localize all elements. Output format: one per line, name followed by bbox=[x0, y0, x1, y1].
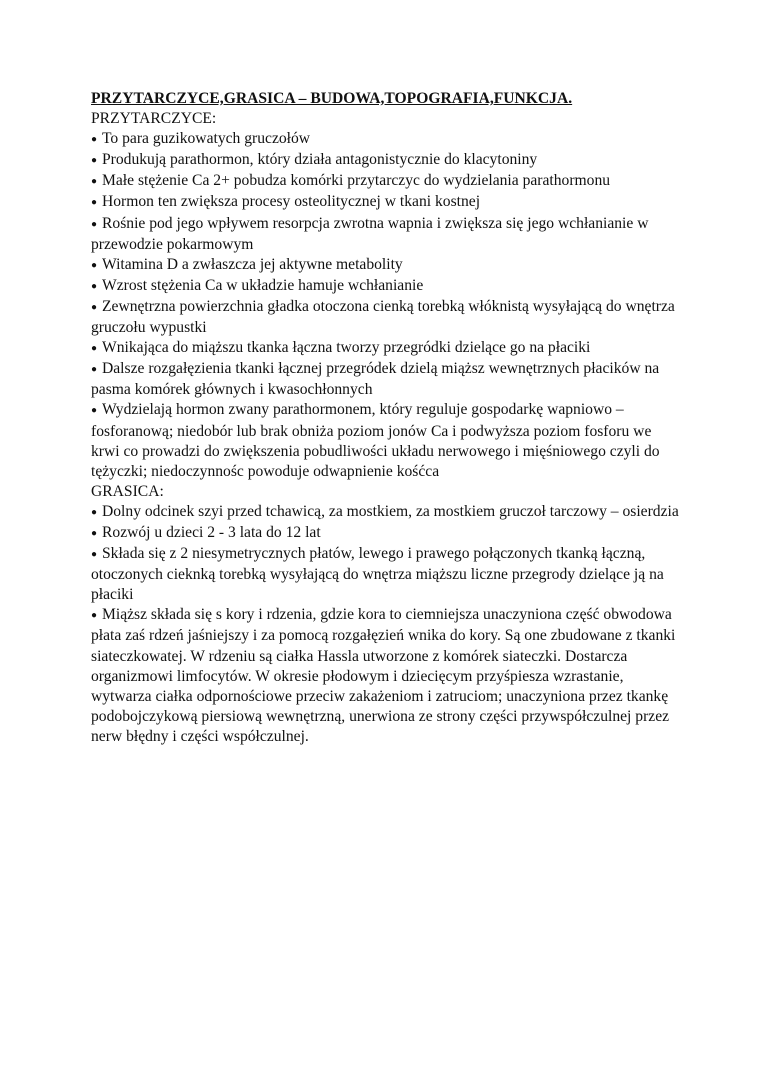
list-item bbox=[91, 255, 681, 276]
list-item bbox=[91, 544, 681, 605]
document-page bbox=[91, 89, 681, 747]
list-item bbox=[91, 523, 681, 544]
document-title: PRZYTARCZYCE,GRASICA – BUDOWA,TOPOGRAFIA,FUNKCJA. bbox=[91, 90, 573, 107]
bullet-icon: ● bbox=[91, 527, 98, 539]
list-item-text: Wzrost stężenia Ca w układzie hamuje wchłanianie bbox=[102, 276, 424, 294]
bullet-icon: ● bbox=[91, 280, 98, 292]
bullet-icon: ● bbox=[91, 176, 98, 188]
list-item-text: Produkują parathormon, który działa antagonistycznie do klacytoniny bbox=[102, 151, 538, 169]
list-item-text: Małe stężenie Ca 2+ pobudza komórki przytarczyc do wydzielania parathormonu bbox=[102, 172, 611, 190]
bullet-icon: ● bbox=[91, 259, 98, 271]
bullet-icon: ● bbox=[91, 405, 98, 417]
list-item bbox=[91, 150, 681, 171]
list-item-text: Zewnętrzna powierzchnia gładka otoczona cienką torebką włóknistą wysyłającą do wnętrza gruczołu wypustki bbox=[91, 297, 675, 337]
list-item bbox=[91, 214, 681, 255]
list-item-text: Rośnie pod jego wpływem resorpcja zwrotna wapnia i zwiększa się jego wchłanianie w przewodzie pokarmowym bbox=[91, 214, 649, 253]
list-item-text: Hormon ten zwiększa procesy osteolitycznej w tkani kostnej bbox=[102, 193, 481, 211]
list-item-text: Dalsze rozgałęzienia tkanki łącznej przegródek dzielą miąższ wewnętrznych płacików na pasma komórek głównych i kwasochłonnych bbox=[91, 360, 660, 399]
list-item bbox=[91, 129, 681, 150]
list-item-text: Składa się z 2 niesymetrycznych płatów, lewego i prawego połączonych tkanką łączną, otoczonych cieknką torebką wysyłającą do wnętrza miąższu liczne przegrody dzielące ją na płaciki bbox=[91, 545, 664, 604]
przytarczyce-list bbox=[91, 129, 681, 482]
bullet-icon: ● bbox=[91, 549, 98, 561]
list-item-text: Wnikająca do miąższu tkanka łączna tworzy przegródki dzielące go na płaciki bbox=[102, 339, 591, 357]
bullet-icon: ● bbox=[91, 218, 98, 230]
list-item bbox=[91, 359, 681, 400]
bullet-icon: ● bbox=[91, 343, 98, 355]
list-item-text: To para guzikowatych gruczołów bbox=[102, 130, 311, 148]
section-heading-grasica: GRASICA: bbox=[91, 482, 164, 500]
bullet-icon: ● bbox=[91, 506, 98, 518]
list-item bbox=[91, 192, 681, 213]
bullet-icon: ● bbox=[91, 197, 98, 209]
list-item bbox=[91, 400, 681, 481]
section-heading-przytarczyce: PRZYTARCZYCE: bbox=[91, 110, 217, 128]
bullet-icon: ● bbox=[91, 134, 98, 146]
list-item-text: Wydzielają hormon zwany parathormonem, który reguluje gospodarkę wapniowo – fosforanową; niedobór lub brak obniża poziom jonów Ca i podwyższa poziom fosforu we krwi co prowadzi do zwiększenia pobudliwości układu nerwowego i mięśniowego czyli do tężyczki; niedoczynnośc powoduje odwapnienie kośćca bbox=[91, 401, 660, 480]
bullet-icon: ● bbox=[91, 610, 98, 622]
list-item-text: Miąższ składa się s kory i rdzenia, gdzie kora to ciemniejsza unaczyniona część obwodowa płata zaś rdzeń jaśniejszy i za pomocą rozgałęzień wnika do kory. Są one zbudowane z tkanki siateczkowatej. W rdzeniu są ciałka Hassla utworzone z komórek siateczki. Dostarcza organizmowi limfocytów. W okresie płodowym i dziecięcym przyśpiesza wzrastanie, wytwarza ciałka odpornościowe przeciw zakażeniom i zatruciom; unaczyniona przez tkankę podobojczykową piersiową wewnętrzną, unerwiona ze strony części przywspółczulnej przez nerw błędny i części współczulnej. bbox=[91, 606, 676, 745]
grasica-list bbox=[91, 502, 681, 747]
list-item bbox=[91, 605, 681, 747]
list-item-text: Rozwój u dzieci 2 - 3 lata do 12 lat bbox=[102, 523, 321, 541]
list-item bbox=[91, 502, 681, 523]
bullet-icon: ● bbox=[91, 301, 98, 313]
list-item bbox=[91, 297, 681, 338]
list-item bbox=[91, 276, 681, 297]
bullet-icon: ● bbox=[91, 364, 98, 376]
list-item-text: Dolny odcinek szyi przed tchawicą, za mostkiem, za mostkiem gruczoł tarczowy – osierdzia bbox=[102, 502, 679, 520]
bullet-icon: ● bbox=[91, 155, 98, 167]
list-item bbox=[91, 338, 681, 359]
list-item bbox=[91, 171, 681, 192]
list-item-text: Witamina D a zwłaszcza jej aktywne metabolity bbox=[102, 255, 403, 273]
